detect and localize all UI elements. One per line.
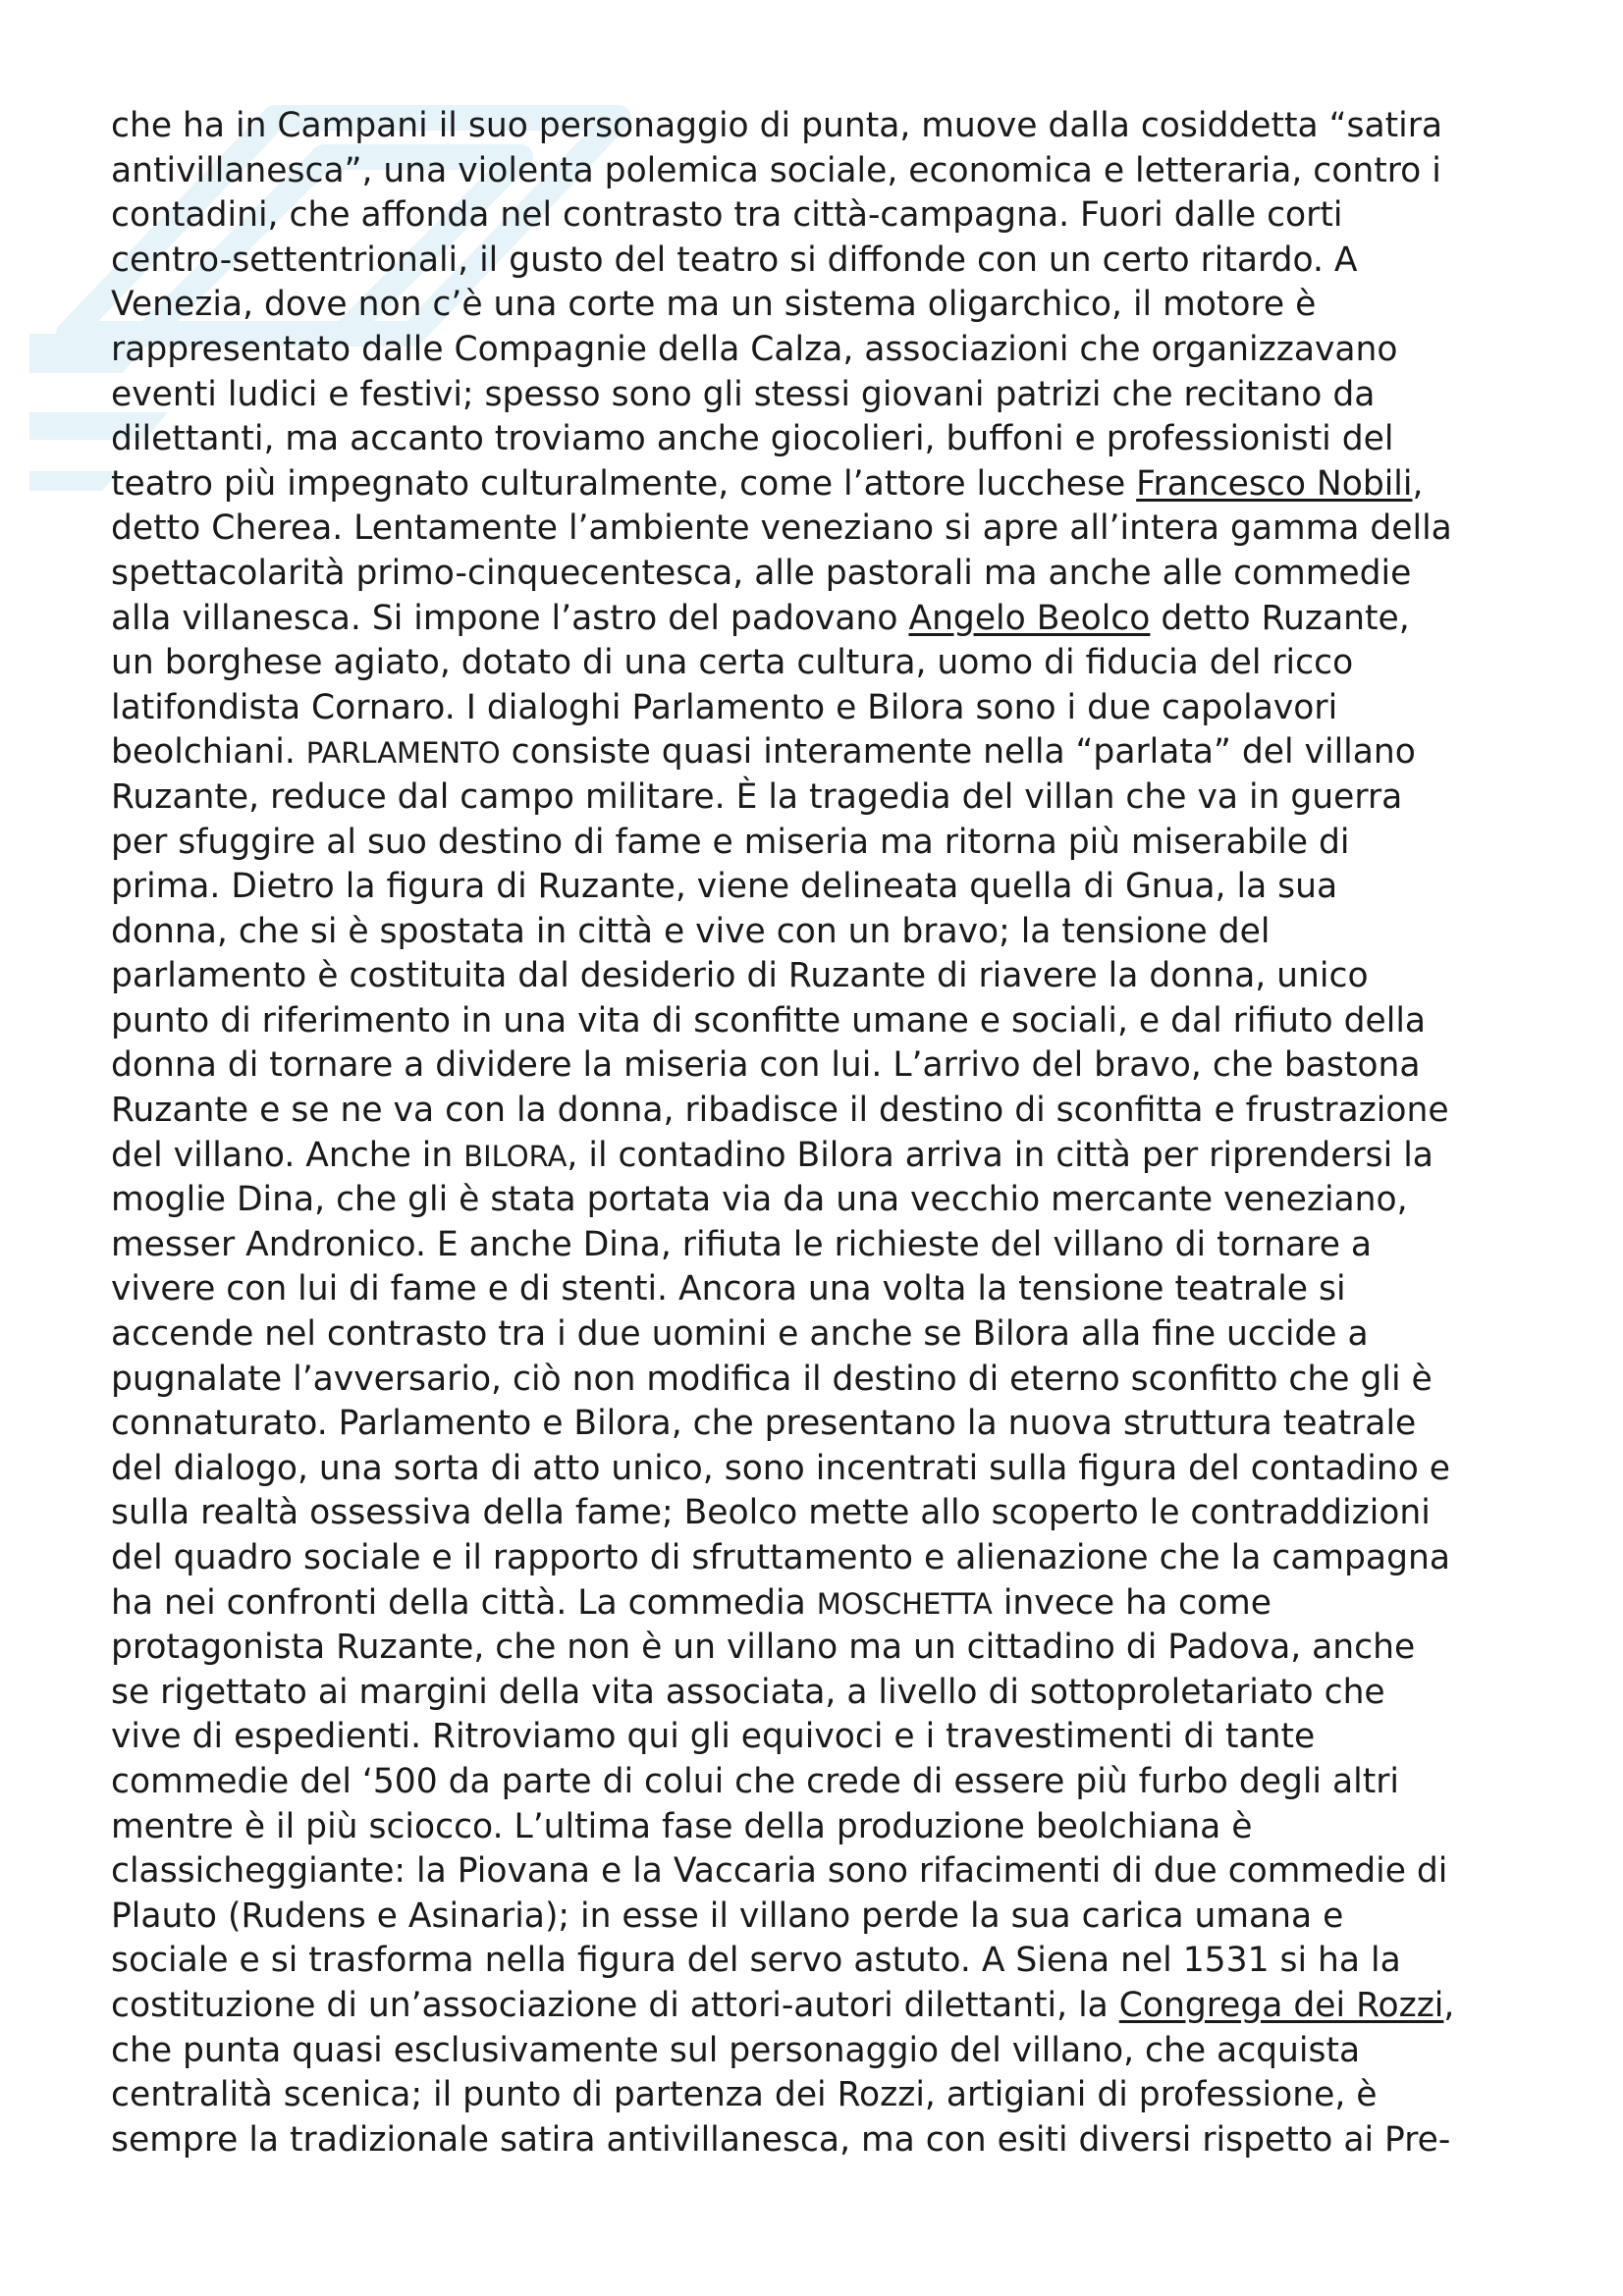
text-line (111, 641, 1535, 686)
text-line (111, 730, 1535, 775)
text-segment: classicheggiante: la Piovana e la Vaccaria sono rifacimenti di due commedie di (111, 1851, 1448, 1892)
text-segment: consiste quasi interamente nella “parlata” del villano (500, 732, 1416, 773)
text-segment: protagonista Ruzante, che non è un villano ma un cittadino di Padova, anche (111, 1628, 1416, 1668)
text-line (111, 775, 1535, 821)
text-line (111, 283, 1535, 328)
text-segment: Ruzante e se ne va con la donna, ribadisce il destino di sconfitta e frustrazione (111, 1091, 1449, 1131)
text-segment: che punta quasi esclusivamente sul personaggio del villano, che acquista (111, 2030, 1361, 2070)
text-line (111, 999, 1535, 1044)
text-line (111, 2118, 1535, 2163)
text-segment: beolchiani. (111, 732, 306, 773)
text-segment: messer Andronico. E anche Dina, rifiuta le richieste del villano di tornare a (111, 1224, 1373, 1264)
text-line (111, 2029, 1535, 2074)
text-segment: detto Cherea. Lentamente l’ambiente veneziano si apre all’intera gamma della (111, 508, 1452, 549)
text-line (111, 686, 1535, 731)
text-line (111, 1447, 1535, 1492)
text-line (111, 1715, 1535, 1760)
underlined-link-text[interactable]: Francesco Nobili (1136, 463, 1413, 504)
text-line (111, 1984, 1535, 2029)
text-line (111, 1043, 1535, 1089)
text-segment: donna, che si è spostata in città e vive con un bravo; la tensione del (111, 911, 1271, 951)
text-segment: ha nei confronti della città. La commedia (111, 1582, 817, 1623)
text-line (111, 552, 1535, 597)
text-segment: alla villanesca. Si impone l’astro del padovano (111, 598, 909, 638)
text-line (111, 1939, 1535, 1984)
text-segment: del dialogo, una sorta di atto unico, sono incentrati sulla figura del contadino e (111, 1448, 1451, 1488)
text-segment: moglie Dina, che gli è stata portata via da una vecchio mercante veneziano, (111, 1180, 1408, 1220)
document-body (111, 104, 1535, 2163)
text-line (111, 328, 1535, 373)
text-segment: , (1412, 463, 1424, 504)
text-segment: rappresentato dalle Compagnie della Calza, associazioni che organizzavano (111, 329, 1398, 369)
text-segment: sempre la tradizionale satira antivillanesca, ma con esiti diversi rispetto ai Pre- (111, 2119, 1451, 2160)
text-line (111, 2073, 1535, 2118)
text-line (111, 910, 1535, 955)
text-line (111, 149, 1535, 194)
text-segment: per sfuggire al suo destino di fame e miseria ma ritorna più miserabile di (111, 822, 1350, 862)
text-segment: eventi ludici e festivi; spesso sono gli stessi giovani patrizi che recitano da (111, 374, 1376, 414)
text-segment: antivillanesca”, una violenta polemica sociale, economica e letteraria, contro i (111, 150, 1441, 190)
text-line (111, 462, 1535, 507)
text-segment: sociale e si trasforma nella figura del servo astuto. A Siena nel 1531 si ha la (111, 1941, 1401, 1981)
text-segment: , il contadino Bilora arriva in città per riprendersi la (567, 1135, 1434, 1175)
text-segment: spettacolarità primo-cinquecentesca, alle pastorali ma anche alle commedie (111, 553, 1412, 593)
text-segment: , (1443, 1985, 1455, 2025)
text-line (111, 104, 1535, 149)
small-caps-title: PARLAMENTO (305, 736, 501, 771)
text-line (111, 373, 1535, 418)
text-segment: punto di riferimento in una vita di sconfitte umane e sociali, e dal rifiuto della (111, 1000, 1427, 1041)
text-line (111, 1134, 1535, 1179)
underlined-link-text[interactable]: Angelo Beolco (908, 598, 1151, 638)
text-line (111, 1671, 1535, 1716)
text-line (111, 1849, 1535, 1895)
text-line (111, 1626, 1535, 1671)
small-caps-title: BILORA (463, 1139, 568, 1173)
text-segment: Ruzante, reduce dal campo militare. È la tragedia del villan che va in guerra (111, 776, 1403, 817)
text-segment: invece ha come (992, 1582, 1271, 1623)
text-line (111, 1536, 1535, 1581)
underlined-link-text[interactable]: Congrega dei Rozzi (1118, 1985, 1444, 2025)
text-line (111, 1402, 1535, 1447)
text-line (111, 239, 1535, 284)
text-segment: del quadro sociale e il rapporto di sfruttamento e alienazione che la campagna (111, 1538, 1450, 1577)
text-segment: prima. Dietro la figura di Ruzante, viene delineata quella di Gnua, la sua (111, 867, 1338, 907)
text-segment: contadini, che affonda nel contrasto tra città-campagna. Fuori dalle corti (111, 195, 1343, 236)
text-segment: mentre è il più sciocco. L’ultima fase della produzione beolchiana è (111, 1806, 1253, 1846)
text-segment: se rigettato ai margini della vita associata, a livello di sottoproletariato che (111, 1672, 1385, 1712)
text-segment: un borghese agiato, dotato di una certa cultura, uomo di fiducia del ricco (111, 643, 1354, 683)
text-line (111, 1178, 1535, 1223)
text-line (111, 1312, 1535, 1358)
text-line (111, 193, 1535, 239)
text-segment: centro-settentrionali, il gusto del teatro si diffonde con un certo ritardo. A (111, 240, 1358, 280)
text-segment: vive di espedienti. Ritroviamo qui gli equivoci e i travestimenti di tante (111, 1717, 1316, 1757)
text-segment: del villano. Anche in (111, 1135, 464, 1175)
text-segment: che ha in Campani il suo personaggio di punta, muove dalla cosiddetta “satira (111, 106, 1443, 145)
text-line (111, 417, 1535, 462)
text-line (111, 1581, 1535, 1627)
text-line (111, 1358, 1535, 1403)
text-line (111, 1223, 1535, 1268)
small-caps-title: MOSCHETTA (816, 1586, 993, 1621)
text-line (111, 1895, 1535, 1940)
text-segment: vivere con lui di fame e di stenti. Ancora una volta la tensione teatrale si (111, 1269, 1346, 1309)
text-segment: centralità scenica; il punto di partenza dei Rozzi, artigiani di professione, è (111, 2075, 1378, 2115)
text-segment: connaturato. Parlamento e Bilora, che presentano la nuova struttura teatrale (111, 1404, 1417, 1444)
text-line (111, 1089, 1535, 1134)
text-segment: accende nel contrasto tra i due uomini e anche se Bilora alla fine uccide a (111, 1314, 1369, 1355)
text-segment: donna di tornare a dividere la miseria con lui. L’arrivo del bravo, che bastona (111, 1045, 1421, 1086)
text-segment: latifondista Cornaro. I dialoghi Parlamento e Bilora sono i due capolavori (111, 687, 1338, 727)
text-segment: dilettanti, ma accanto troviamo anche giocolieri, buffoni e professionisti del (111, 419, 1394, 459)
text-line (111, 1267, 1535, 1312)
text-segment: pugnalate l’avversario, ciò non modifica il destino di eterno sconfitto che gli è (111, 1359, 1433, 1399)
text-segment: teatro più impegnato culturalmente, come l’attore lucchese (111, 463, 1137, 504)
text-line (111, 507, 1535, 552)
text-segment: sulla realtà ossessiva della fame; Beolco mette allo scoperto le contraddizioni (111, 1493, 1431, 1533)
text-line (111, 597, 1535, 642)
text-line (111, 865, 1535, 910)
text-line (111, 821, 1535, 866)
text-segment: parlamento è costituita dal desiderio di Ruzante di riavere la donna, unico (111, 956, 1369, 996)
text-segment: commedie del ‘500 da parte di colui che crede di essere più furbo degli altri (111, 1761, 1400, 1801)
text-segment: costituzione di un’associazione di attori-autori dilettanti, la (111, 1985, 1119, 2025)
text-segment: detto Ruzante, (1150, 598, 1410, 638)
text-segment: Plauto (Rudens e Asinaria); in esse il villano perde la sua carica umana e (111, 1896, 1344, 1936)
text-line (111, 1491, 1535, 1536)
text-segment: Venezia, dove non c’è una corte ma un sistema oligarchico, il motore è (111, 285, 1317, 325)
text-line (111, 954, 1535, 999)
text-line (111, 1760, 1535, 1805)
text-line (111, 1805, 1535, 1850)
